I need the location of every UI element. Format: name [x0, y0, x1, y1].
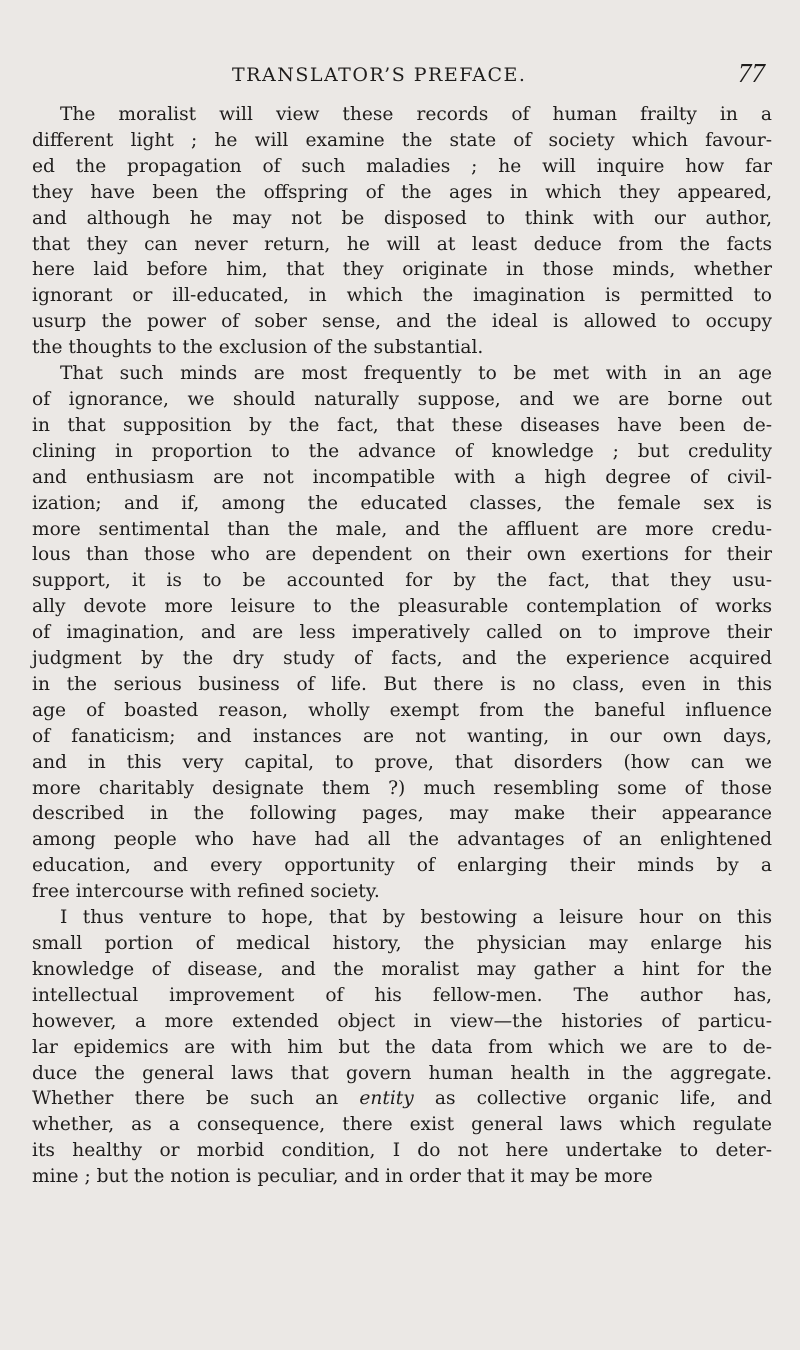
text-line: more sentimental than the male, and the affluent are more credu- — [32, 518, 772, 540]
text-line: lous than those who are dependent on their own exertions for their — [32, 544, 772, 566]
text-line: education, and every opportunity of enlarging their minds by a — [32, 855, 772, 877]
text-line: and although he may not be disposed to think with our author, — [32, 207, 772, 229]
text-line: judgment by the dry study of facts, and the experience acquired — [32, 648, 772, 670]
text-line: ization; and if, among the educated classes, the female sex is — [32, 492, 772, 514]
text-line: of fanaticism; and instances are not wanting, in our own days, — [32, 725, 772, 747]
text-line: its healthy or morbid condition, I do not here undertake to deter- — [32, 1140, 772, 1162]
text-line: intellectual improvement of his fellow-men. The author has, — [32, 984, 772, 1006]
text-line: lar epidemics are with him but the data from which we are to de- — [32, 1036, 772, 1058]
text-line: of imagination, and are less imperatively called on to improve their — [32, 622, 772, 644]
text-line: described in the following pages, may make their appearance — [32, 803, 772, 825]
text-line: that they can never return, he will at least deduce from the facts — [32, 233, 772, 255]
emphasis: entity — [359, 1088, 414, 1110]
text-line: here laid before him, that they originate in those minds, whether — [32, 259, 772, 281]
text-line: usurp the power of sober sense, and the ideal is allowed to occupy — [32, 311, 772, 333]
text-line: That such minds are most frequently to be met with in an age — [60, 363, 772, 385]
text-line: ally devote more leisure to the pleasurable contemplation of works — [32, 596, 772, 618]
text-line: support, it is to be accounted for by the fact, that they usu- — [32, 570, 772, 592]
text-line: The moralist will view these records of human frailty in a — [60, 104, 772, 125]
text-line: Whether there be such an entity as collective organic life, and — [32, 1088, 772, 1110]
text-line: knowledge of disease, and the moralist may gather a hint for the — [32, 958, 772, 980]
running-head: TRANSLATOR’S PREFACE. — [232, 64, 527, 86]
text-line: they have been the offspring of the ages in which they appeared, — [32, 181, 772, 203]
paragraph — [32, 905, 772, 1190]
text-line: among people who have had all the advantages of an enlightened — [32, 829, 772, 851]
text-line: I thus venture to hope, that by bestowing a leisure hour on this — [60, 907, 772, 929]
paragraph — [32, 102, 772, 361]
text-line: whether, as a consequence, there exist general laws which regulate — [32, 1114, 772, 1136]
text-line: in the serious business of life. But there is no class, even in this — [32, 673, 772, 695]
text-line: duce the general laws that govern human health in the aggregate. — [32, 1062, 772, 1084]
text-line: ignorant or ill-educated, in which the imagination is permitted to — [32, 285, 772, 307]
body-text — [32, 102, 772, 1190]
text-line: in that supposition by the fact, that these diseases have been de- — [32, 414, 772, 436]
text-line: and in this very capital, to prove, that disorders (how can we — [32, 751, 772, 773]
text-line: different light ; he will examine the state of society which favour- — [32, 129, 772, 151]
text-line: ed the propagation of such maladies ; he will inquire how far — [32, 155, 772, 177]
text-line: mine ; but the notion is peculiar, and in order that it may be more — [32, 1166, 653, 1188]
text-line: clining in proportion to the advance of knowledge ; but credulity — [32, 440, 772, 462]
text-line: more charitably designate them ?) much resembling some of those — [32, 777, 772, 799]
page-number: 77 — [738, 58, 765, 88]
paragraph — [32, 361, 772, 905]
page-header — [0, 58, 800, 94]
text-line: the thoughts to the exclusion of the substantial. — [32, 337, 484, 359]
text-line: and enthusiasm are not incompatible with a high degree of civil- — [32, 466, 772, 488]
text-line: small portion of medical history, the physician may enlarge his — [32, 933, 772, 954]
text-line: age of boasted reason, wholly exempt from the baneful influence — [32, 699, 772, 721]
text-line: free intercourse with refined society. — [32, 881, 380, 903]
text-line: however, a more extended object in view—the histories of particu- — [32, 1010, 772, 1032]
text-line: of ignorance, we should naturally suppose, and we are borne out — [32, 388, 772, 410]
